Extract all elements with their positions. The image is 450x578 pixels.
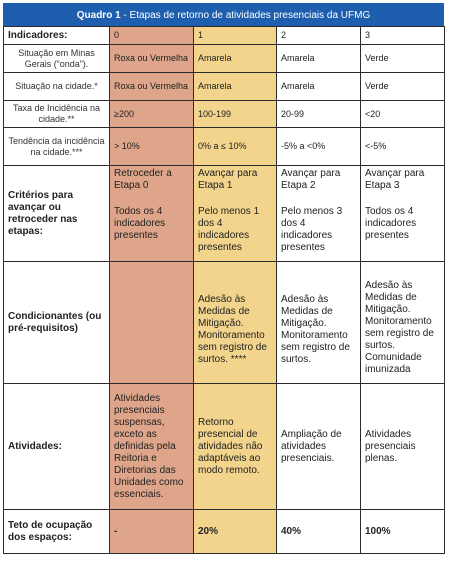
indicator-cell: 20-99 — [277, 101, 361, 128]
indicator-cell: -5% a <0% — [277, 128, 361, 166]
criterios-row — [4, 166, 445, 262]
teto-row — [4, 510, 445, 554]
header-label: Indicadores: — [4, 27, 110, 45]
indicator-row-tendencia — [4, 128, 445, 166]
criterios-cell-1 — [194, 166, 277, 262]
indicator-cell: Amarela — [277, 45, 361, 73]
indicator-label: Situação em Minas Gerais (“onda”). — [4, 45, 110, 73]
criterios-head: Retroceder a Etapa 0 — [114, 168, 172, 191]
indicator-cell: 0% a ≤ 10% — [194, 128, 277, 166]
teto-cell: 20% — [194, 510, 277, 554]
indicator-cell: Amarela — [277, 73, 361, 101]
indicator-cell: Verde — [361, 73, 445, 101]
criterios-cell-2 — [277, 166, 361, 262]
teto-cell: - — [110, 510, 194, 554]
indicator-cell: Verde — [361, 45, 445, 73]
condicionantes-cell: Adesão às Medidas de Mitigação. Monitoramento sem registro de surtos. — [277, 262, 361, 384]
stages-table — [3, 26, 445, 554]
atividades-cell: Atividades presenciais plenas. — [361, 384, 445, 510]
header-col-3: 3 — [361, 27, 445, 45]
indicator-label: Tendência da incidência na cidade.*** — [4, 128, 110, 166]
indicator-label: Situação na cidade.* — [4, 73, 110, 101]
criterios-body: Pelo menos 1 dos 4 indicadores presentes — [198, 206, 260, 253]
indicator-label: Taxa de Incidência na cidade.** — [4, 101, 110, 128]
table-container — [3, 3, 444, 554]
header-col-1: 1 — [194, 27, 277, 45]
indicator-cell: ≥200 — [110, 101, 194, 128]
teto-label: Teto de ocupação dos espaços: — [4, 510, 110, 554]
teto-cell: 100% — [361, 510, 445, 554]
condicionantes-row — [4, 262, 445, 384]
indicator-row-taxa — [4, 101, 445, 128]
criterios-body: Todos os 4 indicadores presentes — [114, 206, 166, 241]
header-col-0: 0 — [110, 27, 194, 45]
atividades-label: Atividades: — [4, 384, 110, 510]
indicator-row-cidade — [4, 73, 445, 101]
table-title-prefix: Quadro 1 — [76, 10, 121, 21]
table-title-text: - Etapas de retorno de atividades presenciais da UFMG — [120, 10, 371, 21]
indicator-cell: Amarela — [194, 45, 277, 73]
atividades-cell: Atividades presenciais suspensas, exceto as definidas pela Reitoria e Diretorias das Unidades como essenciais. — [110, 384, 194, 510]
criterios-cell-0 — [110, 166, 194, 262]
criterios-cell-3 — [361, 166, 445, 262]
criterios-body: Todos os 4 indicadores presentes — [365, 206, 417, 241]
indicator-cell: <20 — [361, 101, 445, 128]
criterios-body: Pelo menos 3 dos 4 indicadores presentes — [281, 206, 343, 253]
condicionantes-cell: Adesão às Medidas de Mitigação. Monitoramento sem registro de surtos. **** — [194, 262, 277, 384]
condicionantes-label: Condicionantes (ou pré-requisitos) — [4, 262, 110, 384]
indicator-row-onda — [4, 45, 445, 73]
condicionantes-cell — [110, 262, 194, 384]
criterios-label: Critérios para avançar ou retroceder nas etapas: — [4, 166, 110, 262]
criterios-head: Avançar para Etapa 1 — [198, 168, 258, 191]
indicator-cell: > 10% — [110, 128, 194, 166]
atividades-row — [4, 384, 445, 510]
atividades-cell: Retorno presencial de atividades não adaptáveis ao modo remoto. — [194, 384, 277, 510]
indicator-cell: Amarela — [194, 73, 277, 101]
teto-cell: 40% — [277, 510, 361, 554]
header-row — [4, 27, 445, 45]
indicator-cell: Roxa ou Vermelha — [110, 45, 194, 73]
header-col-2: 2 — [277, 27, 361, 45]
table-title — [3, 3, 444, 26]
criterios-head: Avançar para Etapa 3 — [365, 168, 425, 191]
indicator-cell: 100-199 — [194, 101, 277, 128]
condicionantes-cell: Adesão às Medidas de Mitigação. Monitoramento sem registro de surtos. Comunidade imunizada — [361, 262, 445, 384]
atividades-cell: Ampliação de atividades presenciais. — [277, 384, 361, 510]
indicator-cell: <-5% — [361, 128, 445, 166]
indicator-cell: Roxa ou Vermelha — [110, 73, 194, 101]
criterios-head: Avançar para Etapa 2 — [281, 168, 341, 191]
